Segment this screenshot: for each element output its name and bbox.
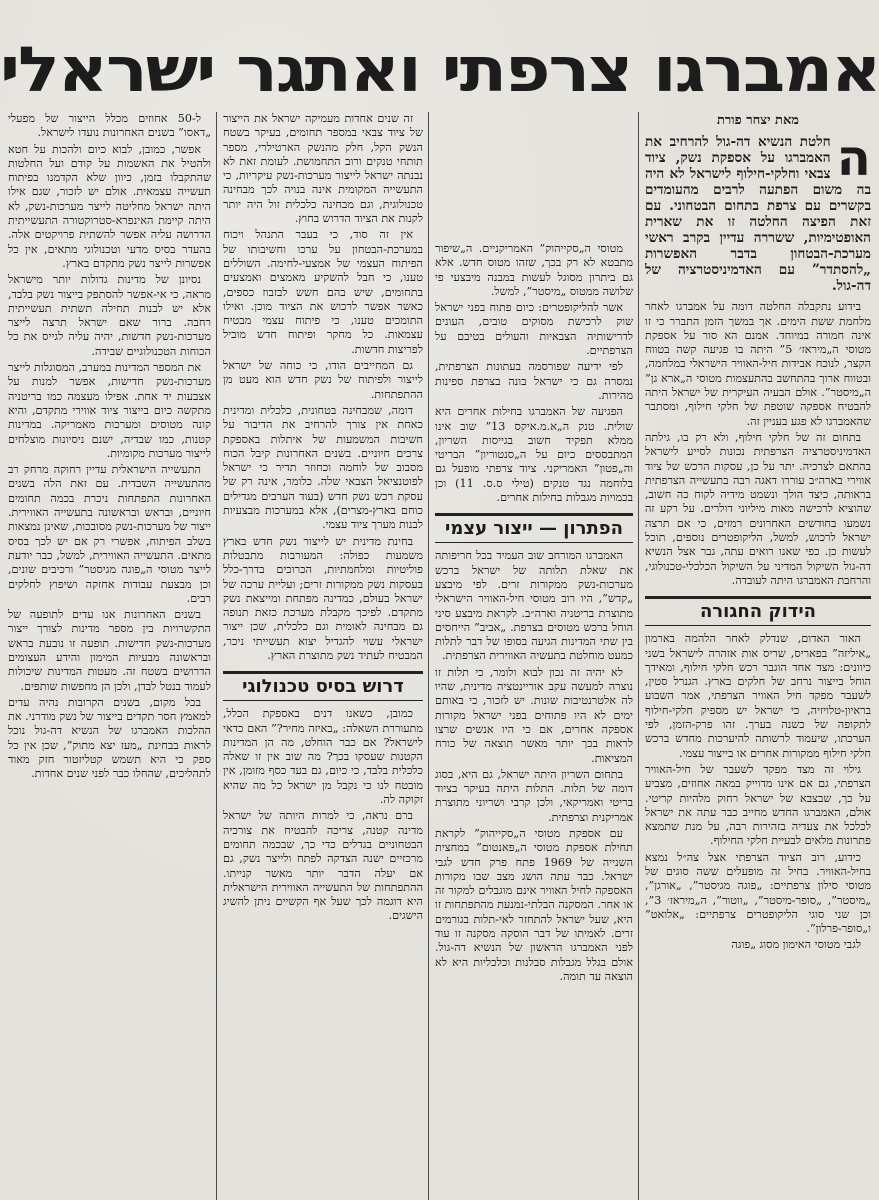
paragraph: לפי ידיעה שפורסמה בעתונות הצרפתית, נמסרה גם כי ישראל בונה בצרפת ספינות מהירות.: [435, 360, 633, 402]
subhead-1: הידוק החגורה: [645, 596, 871, 626]
paragraph: דומה, שמבחינה בטחונית, כלכלית ומדינית כאחת אין צורך להרחיב את הדיבור על חשיבות המשמעות של איתלות באספקת צרכים חיוניים. בשנים האחרונות קיבל הכוח מסבוב של לוחמה וכחוזר תדיר כי ישראל לפוטנציאל הצבאי שלה. כלומר, אינה רק של עסקת רכש נשק חדש (בעוד הערבים מגדילים כוחם בארץ-מצרים), אלא במערכות מבצעיות לבנות מערך ציוד עצמי.: [223, 403, 423, 532]
paragraph: בתחום השריון היתה ישראל, גם היא, בסוג דומה של תלות. התלות היתה בעיקר בציוד בריטי ואמריקאי, ולכן קרבי ושריוני מתוצרת אמריקנית וצרפתית.: [435, 767, 633, 824]
paragraph: אשר להליקופטרים: כיום פתוח בפני ישראל שוק לרכישת מסוקים טובים, העונים לדרישותיה הצבאיות והעולים בטיבם על הצרפתיים.: [435, 301, 633, 358]
subhead-2: הפתרון — ייצור עצמי: [435, 513, 633, 543]
column-1: [645, 112, 871, 1200]
paragraph: עם אספקת מטוסי ה„סקייהוק” לקראת תחילת אספקת מטוסי ה„פאנטום” במחצית השנייה של 1969 פתח פרק חדש לגבי ישראל. כבר עתה הושג מצב שבו מקורות האספקה לחיל האוויר אינם מוגבלים למקור זה או אחר. המסקנה הבלתי-נמנעת מהתפתחות זו היא, שעל ישראל להתחזר לאי-תלות בגורמים זרים. לאמיתו של דבר הוסקה מסקנה זו עוד לפני האמברגו הראשון של הנשיא דה-גול. אולם בגלל מגבלות סבלנות וכלכליות היא לא הוצאה עד תומה.: [435, 826, 633, 983]
column-4: [8, 112, 211, 1200]
paragraph: האור האדום, שנדלק לאחר הלהמה בארמון „איליזה” בפאריס, שריס אות אזהרה לישראל בשני כיוונים: מצד אחד הוגבר רכש חלקי חילוף, ומאידך הוחל בייצור נרחב של חלקים בארץ. הגנרל סטין, לשעבר מפקד חיל האוויר הצרפתי, אמר השבוע בראיון-טלויזיה, כי ישראל יש מספיק חלקי-חילוף לתקופה של כשנה בערך. זהו פרק-הזמן, לפי הערכתו, שיעמוד לרשותה להיערכות מחדש ברכש חלקי חילוף ממקורות אחרים או בייצור עצמי.: [645, 632, 871, 760]
paragraph: כמובן, כשאנו דנים באספקת הכלל, מתעוררת השאלה: „באיזה מחיר?” האם כדאי לישראל? אם כבר הוחלט, מה הן המדינות הקטנות שעסקו בכך? מה שוב אין זו שאלה כלכלית בלבד, כי כיום, גם בעד כסף מזומן, אין מובטח לנו כי נקבל מן ישראל כל מה שהיא זקוקה לה.: [223, 707, 423, 807]
lede-text: חלטת הנשיא דה-גול להרחיב את האמברגו על אספקת נשק, ציוד צבאי וחלקי-חילוף לישראל לא היה בה משום הפתעה לרבים מהעומדים בקשרים עם צרפת בתחום הבטחוני. עם זאת הפיצה החלטה זו את שארית האופטימיות, ששררה עדיין בקרב ראשי מערכת-הבטחון בדבר האפשרות „להסתדר” עם האדמיניסטרציה של דה-גול.: [645, 134, 871, 295]
paragraph: האמברגו המורחב שוב העמיד בכל חריפותה את שאלת תלותה של ישראל ברכש מערכות-נשק ממקורות זרים. לפי מיבצע „קדש”, היו רוב מטוסי חיל-האוויר הישראלי מתוצרת בריטניה וארה״ב. לקראת מיבצע סיני הוחל ברכש מטוסים בצרפת. „אביב” הייחסים בין שתי המדינות הגיעה בסופו של דבר לתלות כמעט מוחלטת בתעשיה האווירית הצרפתית.: [435, 549, 633, 663]
paragraph: בשנים האחרונות אנו עדים לתופעה של התקשרויות בין מספר מדינות לצורך ייצור מערכות-נשק חדישות. תופעה זו נובעת בראש ובראשונה מבעיות המימון והידע העצומים הדרושים בשטח זה. מעטות המדינות שיכולות לעמוד בנטל לבדן, ולכן הן מחפשות שותפים.: [8, 608, 211, 693]
drop-cap: ה: [836, 129, 871, 188]
headline: אמברגו צרפתי ואתגר ישראלי: [0, 33, 879, 106]
paragraph: בחינת מדינית יש לייצור נשק חדש בארץ משמעות כפולה: המעורבות מתבטלות פוליטיות ומלחמתיות, הכרוכים בדרך-כלל בעסקות נשק ממקורות זרים; ועליית ערכה של ישראל בעולם, כמדינה מפתחת ומייצאת נשק מתקדם. לפיכך מקבלת מערכת כזאת תנופה גם מבחינה לאומית וגם כלכלית, שכן ייצור ישראלי עשוי להגדיל יצוא תעשייתי ניכר, המבטיח לעתיד נשק מתוצרת הארץ.: [223, 534, 423, 662]
paragraph: לא יהיה זה נכון לבוא ולומר, כי תלות זו נוצרה למעשה עקב אוריינטציה מדינית, שהיו לה אלטרנטיבות שונות. יש לזכור, כי באותם ימים לא היו פתוחים בפני ישראל מקורות אספקה אחרים, אם כי היו אנשים שרצו לראות בכך יותר מאשר תוצאה של כורח המציאות.: [435, 665, 633, 765]
column-3: [223, 112, 423, 1200]
paragraph: זה שנים אחדות מעמיקה ישראל את הייצור של ציוד צבאי במספר תחומים, בעיקר בשטח הנשק הקל, חלק מהנשק הארטילרי, מספר תותחי טנקים ורוב התחמושת. לעומת זאת לא נבנתה ישראל לייצור מערכות-נשק עיקריות, כי התעשייה המקומית אינה בנויה לכך מבחינה טכנולוגית, וגם מבחינה כלכלית זול היה יותר לקנות את הציוד הדרוש בחוץ.: [223, 112, 423, 226]
paragraph: התעשייה הישראלית עדיין רחוקה מרחק רב מהתעשייה השבדית. עם זאת הלה בשנים האחרונות התפתחות ניכרת בכמה תחומים חיוניים, ובראש ובראשונה בתעשייה האווירית. ייצור של מערכות-נשק מסובכות, שאינן נמצאות בשלב הפיתוח, אפשרי רק אם יש לכך בסיס מתאים. התעשייה האווירית, למשל, כבר יודעת לייצר מטוסי ה„פוגה מגיסטר” ורכיבים שונים, וכן מבצעת עבודות אחזקה ושיפוץ לחלקים רבים.: [8, 463, 211, 605]
paragraph: כידוע, רוב הציוד הצרפתי אצל צה״ל נמצא בחיל-האוויר. בחיל זה מופעלים ששה סוגים של מטוסי סילון צרפתיים: „פוגה מגיסטר”, „אורגן”, „מיסטר”, „סופר-מיסטר”, „ווטור”, ה„מיראז׳ 3”, וכן שני סוגי הליקופטרים צרפתיים: „אלואט” ו„סופר-פרלון”.: [645, 850, 871, 936]
paragraph: גילוי זה מצד מפקד לשעבר של חיל-האוויר הצרפתי, גם אם אינו מדוייק במאה אחוזים, מצביע על כך, שבצבא של ישראל רחוק מלהיות קריטי. אולם, האמברגו החדש מחייב כבר עתה את ישראל לכלכל את צעדיה בזהירות רבה, על מנת שתמצא פתרונות מלאים לבעיית חלקי החילוף.: [645, 762, 871, 848]
column-rule: [638, 112, 639, 1200]
column-2: [435, 242, 633, 1200]
paragraph: את המספר המדינות במערב, המסוגלות לייצר מערכות-נשק חדישות, אפשר למנות על אצבעות יד אחת. אפילו מעצמה כמו בריטניה מתקשה כיום בייצור ציוד אווירי מתקדם, והיא קונה מטוסים ומערכות מאמריקה. במדינות קטנות, כמו שבדיה, ישנם ניסיונות מוצלחים לייצור מערכות מקומיות.: [8, 361, 211, 460]
subhead-3: דרוש בסיס טכנולוגי: [223, 671, 423, 701]
paragraph: בידוע נתקבלה החלטה דומה על אמברגו לאחר מלחמת ששת הימים. אך במשך הזמן התברר כי זו אינה חמורה במיוחד. אמנם הא סור על אספקת מטוסי ה„מיראז׳ 5” היתה בו פגיעה קשה בטווח הקצר, לנוכח אבידות חיל-האוויר הישראלי במלחמה, ובטווח ארוך בהתחשב בהתעצמות מטוסי ה„ארא גן” ה„מיסטר”. אולם הבעיה העיקרית של ישראל היתה להבטיח אספקה שוטפת של חלקי חילוף, ומסתבר שהאמברגו לא פגע בעניין זה.: [645, 300, 871, 428]
paragraph: בכל מקום, בשנים הקרובות נהיה עדים למאמץ חסר תקדים בייצור של נשק מודרני. את ההלכות האמברגו של הנשיא דה-גול נוכל לראות בבחינת „מעז יצא מתוק”, שכן אין כל ספק כי היא תשמש קטליזטור חזק מאוד לתהליכים, שהחלו כבר לפני שנים אחדות.: [8, 695, 211, 781]
column-1-body: [645, 300, 871, 588]
column-rule: [216, 112, 217, 1200]
paragraph: בתחום זה של חלקי חילוף, ולא רק בו, גילתה האדמיניסטרציה הצרפתית נכונות לסייע לישראל בהתאם לצרכיה. יתר על כן, עסקות הרכש של ציוד אווירי בארה״ב עוררו דאגה רבה בתעשייה הצרפתית בראותה, כיצד הולך ונשמט מידיה לקוח כה חשוב, שהוציא לרכישה מאות מיליוני דולרים. על רקע זה נשמעו בחודשים האחרונים רמזים, כי אם תרצה ישראל לרכוש, למשל, הליקופטרים נוספים, תוכל לעשות כן. כפי שאנו רואים עתה, גבר אצל הנשיא דה-גול השיקול המדיני על השיקול הכלכלי-טכנולוגי, והרחבת האמברגו היתה לעובדה.: [645, 430, 871, 587]
paragraph: נסיונן של מדינות גדולות יותר מישראל מראה, כי אי-אפשר להסתפק בייצור נשק בלבד, אלא יש לבנות תחילה תשתית תעשייתית רחבה. ברור שאם ישראל תרצה לייצר מערכות-נשק חדשות, יהיה עליה לגייס את כל הכוחות הטכנולוגיים שבידה.: [8, 273, 211, 358]
paragraph: אפשר, כמובן, לבוא כיום ולהכות על חטא ולהטיל את האשמות על קודם ועל החלטות שהתקבלו בזמן, כיוון שלא הקדמנו בפיתוח תעשייה עצמאית. אולם יש לזכור, שגם אילו היתה ישראל מחליטה לייצר מערכות-נשק, לא היתה קיימת האינפרא-סטרוקטורה התעשייתית הדרושה עליה אפשר להשתית פרויקטים אלה. בהעדר בסיס מדעי וטכנולוגי מתאים, אין כל אפשרות לייצר נשק מתקדם בארץ.: [8, 142, 211, 270]
paragraph: הפגיעה של האמברגו בחילות אחרים היא שולית. טנק ה„א.מ.איקס 13” שוב אינו ממלא תפקיד חשוב בגייסות השריון, המתבססים כיום על ה„סנטוריון” הבריטי וה„פטון” האמריקני. ציוד צרפתי מופעל גם בלוחמה נגד טנקים (טילי ס.ס. 11) וכן בכמויות מגבלות בחילות אחרים.: [435, 405, 633, 505]
column-rule: [428, 112, 429, 1200]
paragraph: ל-50 אחוזים מכלל הייצור של מפעלי „דאסו” בשנים האחרונות נועדו לישראל.: [8, 112, 211, 140]
paragraph: גם המחייבים הודו, כי כוחה של ישראל לייצור ולפיתוח של נשק חדש הוא מעט מן ההתפתחות.: [223, 359, 423, 401]
column-1-body-b: [645, 632, 871, 953]
paragraph: ברם נראה, כי למרות היותה של ישראל מדינה קטנה, צריכה להבטיח את צורכיה הבטחוניים בגדלים כדי כך, שבכמה תחומים מרכזיים ישנה הצדקה לפתח ולייצר נשק, גם אם יעלה הדבר יותר מאשר קנייתו. ההתפתחות של התעשייה האווירית הישראלית היא דוגמה לכך שעל אף הקשיים ניתן להשיג הישגים.: [223, 809, 423, 923]
paragraph: לגבי מטוסי האימון מסוג „פוגה: [731, 938, 861, 952]
paragraph: אין זה סוד, כי בעבר התנהל ויכוח במערכת-הבטחון על ערכו וחשיבותו של הפיתוח העצמי של אמצעי-לחימה. השוללים טענו, כי חבל להשקיע מאמצים ואמצעים בתחומים, שיש בהם חשש לבזבוז כספים, כאשר אפשר לרכוש את הציוד מוכן. ואילו התומכים טענו, כי פיתוח עצמי מבטיח עצמאות. כל מחקר ופיתוח חדש מוביל לפריצות חדשות.: [223, 228, 423, 356]
byline: מאת יצחר פורת: [716, 113, 800, 128]
paragraph: מטוסי ה„סקייהוק” האמריקניים. ה„שיפור מתבטא לא רק בכך, שזהו מטוס חדש. אלא גם ביתרון מסוגל לעשות במבנה מיבצעי פי שלושה ממטוס „מיסטר”, למשל.: [435, 242, 633, 298]
lede-paragraph: [645, 129, 871, 295]
